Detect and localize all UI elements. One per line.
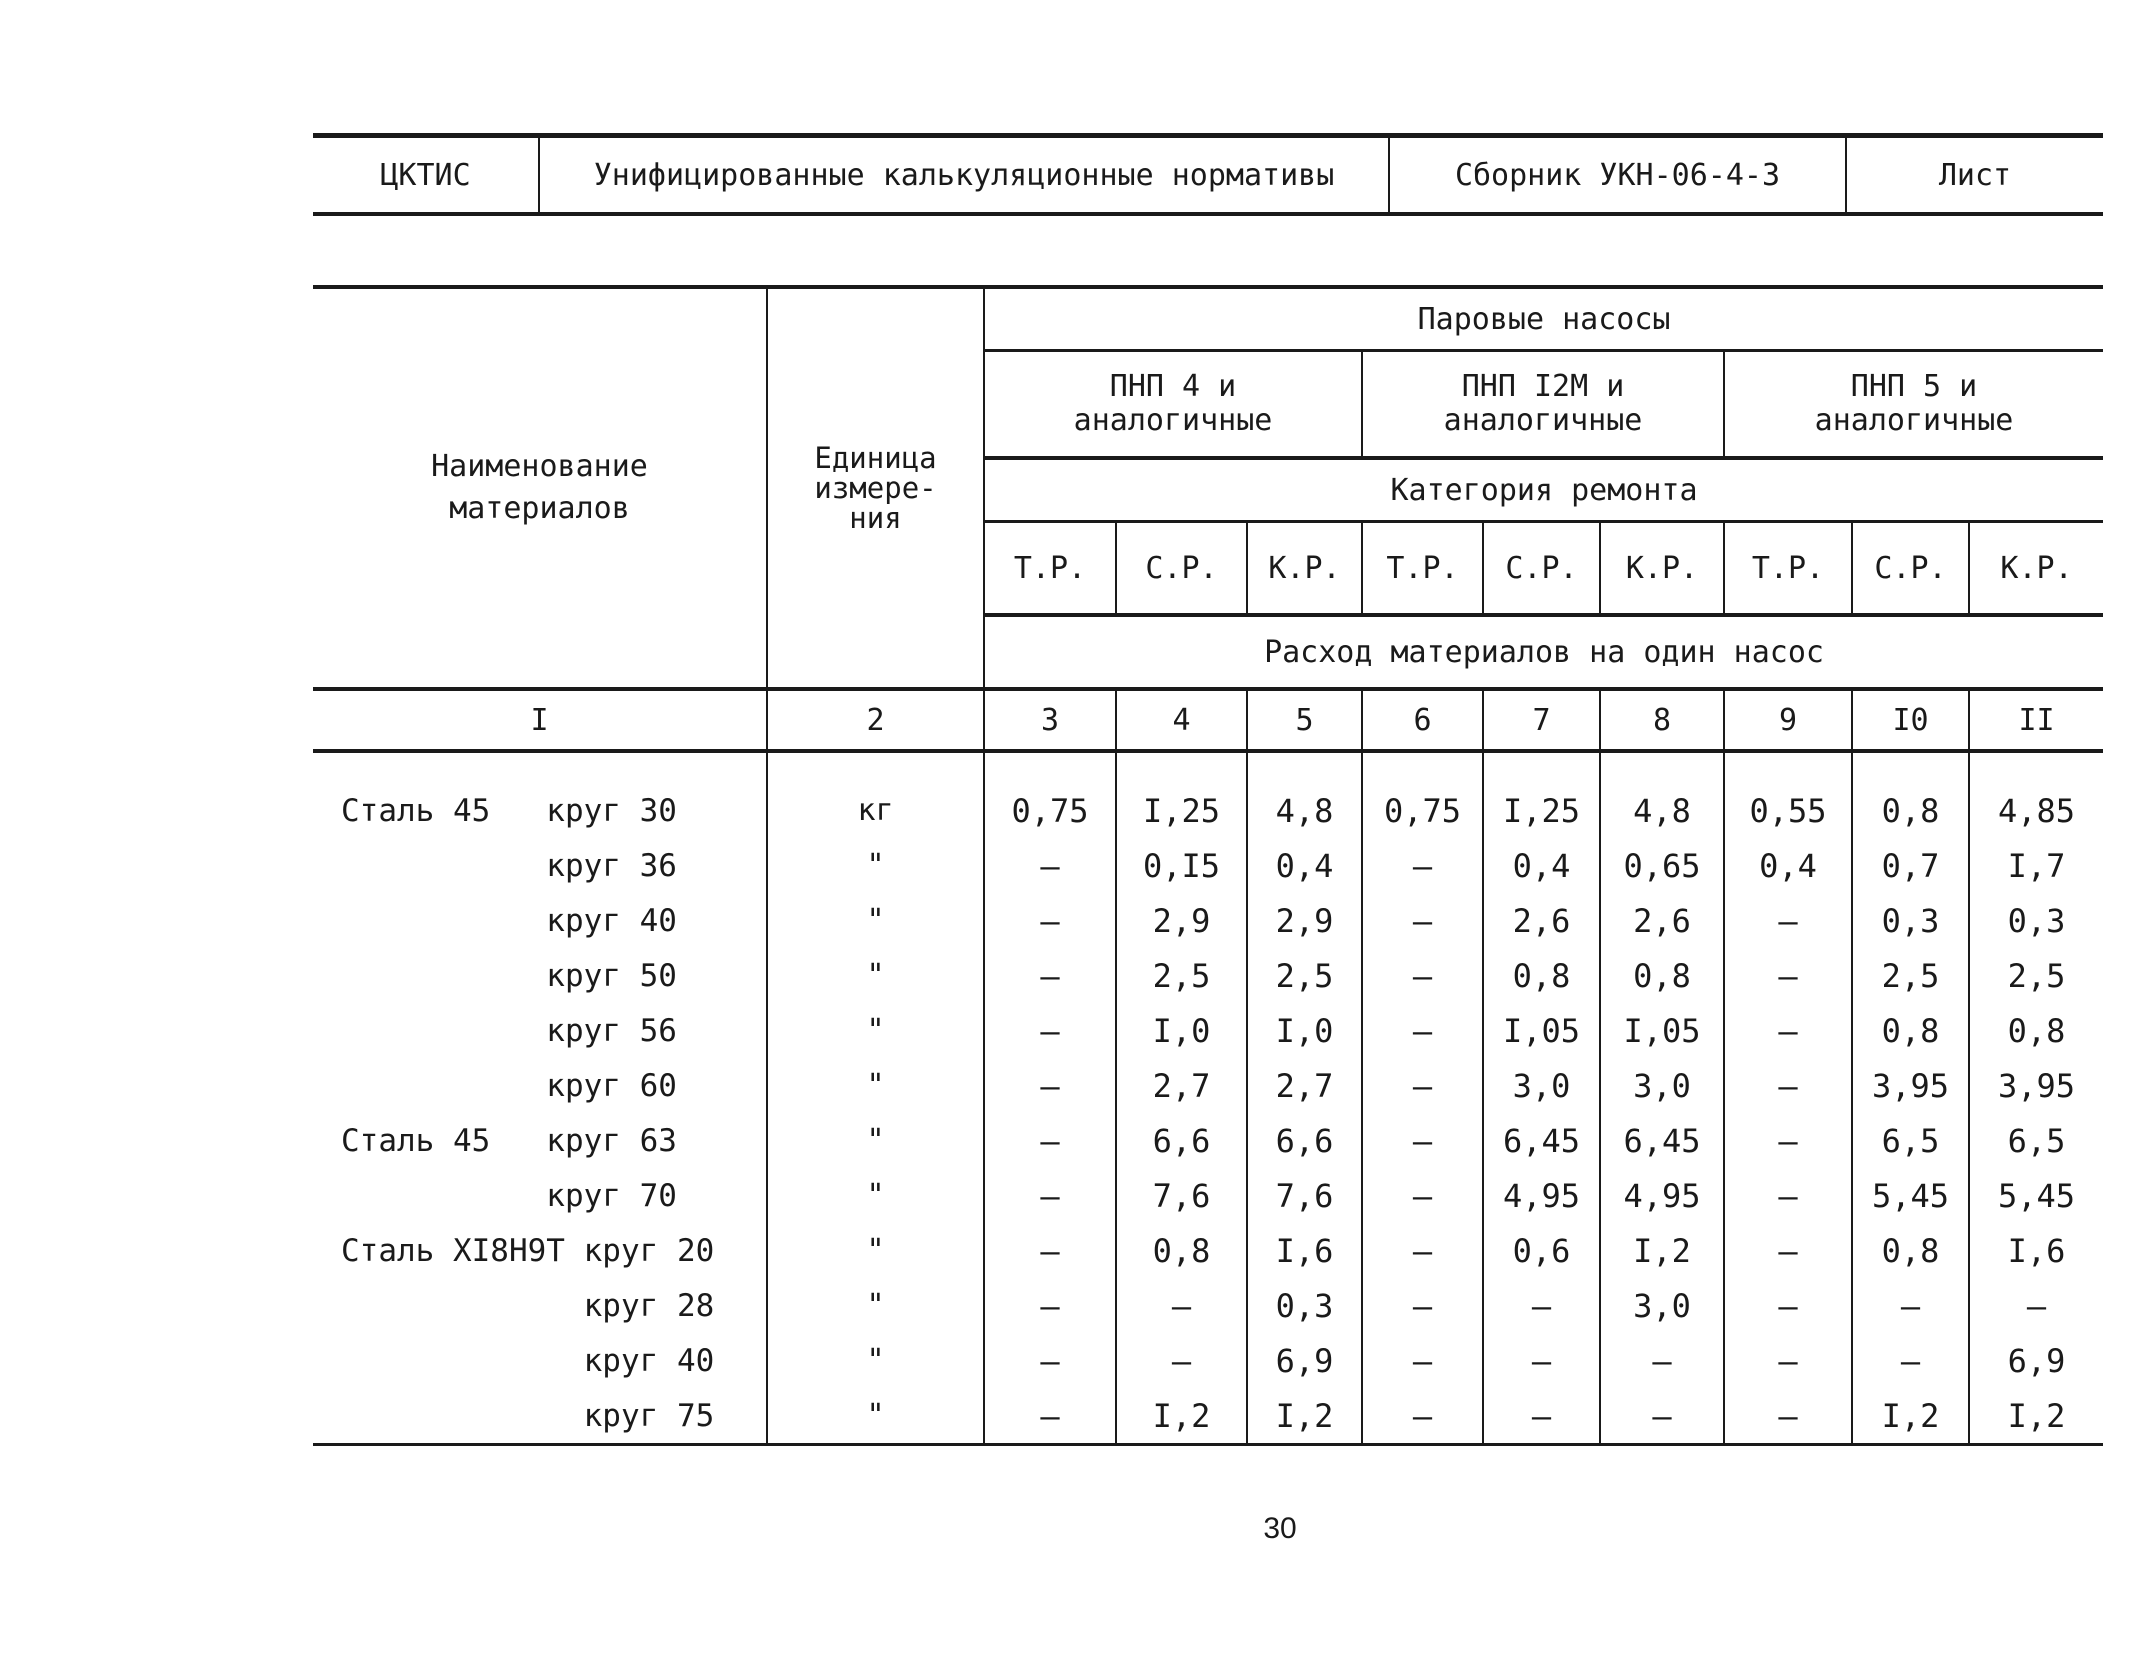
unit-cell: " [767, 893, 984, 948]
unit-cell: " [767, 1113, 984, 1168]
value-cell: 0,8 [1116, 1223, 1247, 1278]
header-title: Унифицированные калькуляционные нормативы [540, 138, 1390, 212]
column-number: I [313, 689, 767, 751]
unit-cell: " [767, 1168, 984, 1223]
material-name-cell: круг 36 [341, 847, 677, 884]
header-collection: Сборник УКН-06-4-3 [1390, 138, 1847, 212]
value-cell: 2,9 [1247, 893, 1362, 948]
value-cell: 6,6 [1116, 1113, 1247, 1168]
value-cell: – [984, 1278, 1116, 1333]
value-cell: 0,8 [1852, 1003, 1969, 1058]
column-number: 2 [767, 689, 984, 751]
column-number: II [1969, 689, 2103, 751]
column-number: 9 [1724, 689, 1852, 751]
value-cell: 0,3 [1247, 1278, 1362, 1333]
category-cell: К.Р. [1600, 522, 1724, 616]
value-cell: – [1362, 1223, 1483, 1278]
material-name-cell: круг 40 [341, 902, 677, 939]
value-cell: 2,5 [1116, 948, 1247, 1003]
value-cell: – [984, 948, 1116, 1003]
value-cell: – [984, 1388, 1116, 1445]
header-sheet: Лист [1938, 157, 2012, 193]
table-row [313, 1058, 2103, 1113]
category-cell: К.Р. [1969, 522, 2103, 616]
value-cell: 0,4 [1483, 838, 1600, 893]
value-cell: 3,95 [1852, 1058, 1969, 1113]
value-cell: I,2 [1600, 1223, 1724, 1278]
value-cell: I,0 [1116, 1003, 1247, 1058]
materials-table [313, 285, 2103, 1446]
value-cell: 0,4 [1247, 838, 1362, 893]
value-cell: – [1724, 1058, 1852, 1113]
category-cell: С.Р. [1852, 522, 1969, 616]
material-name-cell: круг 40 [341, 1342, 715, 1379]
table-row [313, 948, 2103, 1003]
value-cell: – [984, 1333, 1116, 1388]
value-cell: 6,9 [1247, 1333, 1362, 1388]
value-cell: – [984, 1113, 1116, 1168]
value-cell: – [1362, 1278, 1483, 1333]
column-number-row [313, 689, 2103, 751]
table-row [313, 1003, 2103, 1058]
value-cell: 4,8 [1600, 783, 1724, 838]
value-cell: 3,0 [1600, 1058, 1724, 1113]
value-cell: 0,8 [1852, 783, 1969, 838]
unit-cell: " [767, 1278, 984, 1333]
category-cell: С.Р. [1483, 522, 1600, 616]
value-cell: – [1724, 1388, 1852, 1445]
value-cell: 6,45 [1483, 1113, 1600, 1168]
value-cell: 2,9 [1116, 893, 1247, 948]
material-name-cell: круг 60 [341, 1067, 677, 1104]
value-cell: I,25 [1116, 783, 1247, 838]
value-cell: – [1724, 1003, 1852, 1058]
value-cell: – [1724, 1223, 1852, 1278]
material-name-cell: Сталь 45 круг 30 [341, 792, 677, 829]
material-name-cell: круг 28 [341, 1287, 715, 1324]
value-cell: 2,6 [1483, 893, 1600, 948]
value-cell: – [1724, 1168, 1852, 1223]
material-name-cell: круг 50 [341, 957, 677, 994]
value-cell: – [1724, 893, 1852, 948]
column-number: 8 [1600, 689, 1724, 751]
value-cell: 0,75 [984, 783, 1116, 838]
value-cell: 7,6 [1116, 1168, 1247, 1223]
category-cell: К.Р. [1247, 522, 1362, 616]
material-name-cell: круг 75 [313, 1388, 767, 1445]
value-cell: 4,8 [1247, 783, 1362, 838]
table-row [313, 1278, 2103, 1333]
column-number: I0 [1852, 689, 1969, 751]
value-cell: 0,4 [1724, 838, 1852, 893]
value-cell: – [1724, 1278, 1852, 1333]
group-header-pnp12m: ПНП I2М и аналогичные [1362, 351, 1724, 459]
table-row [313, 1333, 2103, 1388]
value-cell: – [1362, 893, 1483, 948]
value-cell: 6,9 [1969, 1333, 2103, 1388]
value-cell: I,25 [1483, 783, 1600, 838]
value-cell: 0,65 [1600, 838, 1724, 893]
value-cell: I,7 [1969, 838, 2103, 893]
header-org: ЦКТИС [313, 138, 540, 212]
value-cell: 0,55 [1724, 783, 1852, 838]
value-cell: – [1483, 1388, 1600, 1445]
column-number: 4 [1116, 689, 1247, 751]
value-cell: 0,8 [1969, 1003, 2103, 1058]
value-cell: – [1724, 948, 1852, 1003]
document-header [313, 133, 2103, 216]
value-cell: 0,7 [1852, 838, 1969, 893]
value-cell: – [1724, 1113, 1852, 1168]
value-cell: 2,7 [1116, 1058, 1247, 1113]
value-cell: 2,5 [1852, 948, 1969, 1003]
value-cell: – [1362, 1058, 1483, 1113]
value-cell: 0,8 [1852, 1223, 1969, 1278]
category-cell: Т.Р. [1362, 522, 1483, 616]
header-material-name: Наименование материалов [313, 287, 767, 689]
value-cell: – [1362, 1388, 1483, 1445]
value-cell: I,05 [1600, 1003, 1724, 1058]
unit-cell: " [767, 1333, 984, 1388]
value-cell: I,2 [1969, 1388, 2103, 1445]
page-number: 30 [1263, 1512, 1297, 1545]
value-cell: 3,0 [1483, 1058, 1600, 1113]
material-name-cell: круг 56 [341, 1012, 677, 1049]
unit-cell: кг [767, 783, 984, 838]
material-name-cell: круг 70 [341, 1177, 677, 1214]
value-cell: 0,8 [1600, 948, 1724, 1003]
value-cell: 4,85 [1969, 783, 2103, 838]
value-cell: I,6 [1969, 1223, 2103, 1278]
column-number: 3 [984, 689, 1116, 751]
value-cell: 7,6 [1247, 1168, 1362, 1223]
category-cell: Т.Р. [1724, 522, 1852, 616]
unit-cell: " [767, 1058, 984, 1113]
value-cell: 2,5 [1247, 948, 1362, 1003]
unit-cell: " [767, 838, 984, 893]
value-cell: – [1362, 1113, 1483, 1168]
value-cell: – [1852, 1333, 1969, 1388]
value-cell: – [1483, 1278, 1600, 1333]
unit-cell: " [767, 1223, 984, 1278]
value-cell: – [1600, 1333, 1724, 1388]
unit-cell: " [767, 948, 984, 1003]
header-unit: Единица измере- ния [767, 287, 984, 689]
unit-cell: " [767, 1388, 984, 1445]
value-cell: I,2 [1852, 1388, 1969, 1445]
value-cell: – [1362, 1168, 1483, 1223]
column-number: 6 [1362, 689, 1483, 751]
value-cell: 0,6 [1483, 1223, 1600, 1278]
value-cell: – [1362, 948, 1483, 1003]
table-row [313, 838, 2103, 893]
value-cell: 0,3 [1969, 893, 2103, 948]
table-row [313, 1388, 2103, 1445]
value-cell: – [984, 1003, 1116, 1058]
category-cell: Т.Р. [984, 522, 1116, 616]
table-row [313, 1113, 2103, 1168]
value-cell: 4,95 [1483, 1168, 1600, 1223]
group-header-pnp5: ПНП 5 и аналогичные [1724, 351, 2103, 459]
table-body [313, 783, 2103, 1445]
value-cell: 0,8 [1483, 948, 1600, 1003]
value-cell: I,2 [1116, 1388, 1247, 1445]
value-cell: I,6 [1247, 1223, 1362, 1278]
table-row [313, 783, 2103, 838]
unit-cell: " [767, 1003, 984, 1058]
value-cell: 4,95 [1600, 1168, 1724, 1223]
value-cell: – [1362, 838, 1483, 893]
value-cell: – [984, 838, 1116, 893]
table-row [313, 893, 2103, 948]
category-cell: С.Р. [1116, 522, 1247, 616]
table-row [313, 1223, 2103, 1278]
value-cell: 6,6 [1247, 1113, 1362, 1168]
header-consumption: Расход материалов на один насос [984, 615, 2103, 689]
value-cell: – [984, 1168, 1116, 1223]
value-cell: I,2 [1247, 1388, 1362, 1445]
value-cell: I,0 [1247, 1003, 1362, 1058]
value-cell: 6,45 [1600, 1113, 1724, 1168]
material-name-cell: Сталь XI8Н9Т круг 20 [341, 1232, 715, 1269]
value-cell: – [1724, 1333, 1852, 1388]
value-cell: 6,5 [1852, 1113, 1969, 1168]
value-cell: 6,5 [1969, 1113, 2103, 1168]
value-cell: I,05 [1483, 1003, 1600, 1058]
value-cell: 2,7 [1247, 1058, 1362, 1113]
value-cell: 2,6 [1600, 893, 1724, 948]
value-cell: 3,0 [1600, 1278, 1724, 1333]
value-cell: 0,3 [1852, 893, 1969, 948]
value-cell: 3,95 [1969, 1058, 2103, 1113]
value-cell: – [984, 893, 1116, 948]
value-cell: – [1969, 1278, 2103, 1333]
value-cell: 5,45 [1852, 1168, 1969, 1223]
value-cell: – [984, 1058, 1116, 1113]
column-number: 7 [1483, 689, 1600, 751]
value-cell: – [1362, 1003, 1483, 1058]
value-cell: 5,45 [1969, 1168, 2103, 1223]
value-cell: – [1116, 1333, 1247, 1388]
value-cell: 0,I5 [1116, 838, 1247, 893]
value-cell: – [984, 1223, 1116, 1278]
value-cell: – [1362, 1333, 1483, 1388]
header-steam-pumps: Паровые насосы [984, 287, 2103, 351]
value-cell: 2,5 [1969, 948, 2103, 1003]
value-cell: – [1600, 1388, 1724, 1445]
header-repair-category: Категория ремонта [984, 458, 2103, 522]
table-row [313, 1168, 2103, 1223]
column-number: 5 [1247, 689, 1362, 751]
value-cell: – [1116, 1278, 1247, 1333]
value-cell: – [1852, 1278, 1969, 1333]
value-cell: 0,75 [1362, 783, 1483, 838]
group-header-pnp4: ПНП 4 и аналогичные [984, 351, 1362, 459]
material-name-cell: Сталь 45 круг 63 [341, 1122, 677, 1159]
value-cell: – [1483, 1333, 1600, 1388]
